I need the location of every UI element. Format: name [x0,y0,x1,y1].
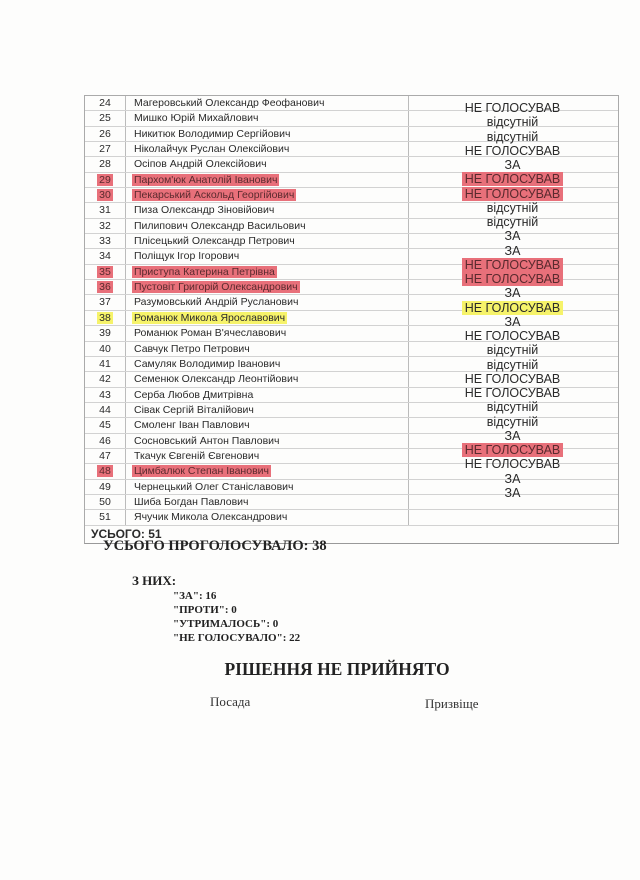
vote-result [408,244,617,258]
row-number [85,234,126,248]
deputy-name-text: Ткачук Євгеній Євгенович [134,449,260,462]
deputy-name [126,403,409,417]
row-number [85,372,126,386]
row-number-text: 35 [99,265,111,278]
deputy-name [126,234,409,248]
deputy-name [126,495,409,509]
position-label: Посада [210,694,251,709]
deputy-name [126,111,409,125]
deputy-name-text: Пархом'юк Анатолій Іванович [134,173,278,186]
row-number [85,265,126,279]
vote-result-text: ЗА [504,243,521,258]
row-number-text: 37 [99,296,111,309]
vote-result-text: відсутній [486,129,539,144]
row-number-text: 39 [99,327,111,340]
deputy-name-text: Ніколайчук Руслан Олексійович [134,143,290,156]
vote-result [408,372,617,386]
row-number [85,188,126,202]
vote-result [408,130,617,144]
vote-result [408,400,617,414]
deputy-name [126,510,409,524]
row-number-text: 41 [99,357,111,370]
deputy-name-text: Магеровський Олександр Феофанович [134,97,325,109]
vote-result-text: НЕ ГОЛОСУВАВ [464,101,561,115]
vote-result [408,272,617,286]
row-number-text: 44 [99,403,111,416]
vote-result-text: відсутній [486,414,539,429]
vote-result-text: відсутній [486,357,539,372]
row-number [85,357,126,371]
row-number-text: 48 [99,465,111,478]
total-row: УСЬОГО: 51 [91,526,162,541]
deputy-name [126,357,409,371]
row-number-text: 40 [99,342,111,355]
vote-result [408,172,617,186]
deputy-name-text: Сівак Сергій Віталійович [134,403,254,416]
row-number-text: 28 [99,158,111,171]
row-number-text: 51 [99,511,111,524]
vote-result [408,343,617,357]
vote-result [408,443,617,457]
row-number [85,403,126,417]
row-number-text: 30 [99,189,111,202]
vote-result [408,187,617,201]
deputy-name-text: Сосновський Антон Павлович [134,434,280,447]
row-number [85,388,126,402]
deputy-name [126,418,409,432]
deputy-name [126,326,409,340]
deputy-name-text: Самуляк Володимир Іванович [134,357,281,370]
row-number-text: 36 [99,281,111,294]
total-voted: УСЬОГО ПРОГОЛОСУВАЛО: 38 [103,538,327,554]
vote-result [408,201,617,215]
vote-result-text: ЗА [504,158,521,172]
deputy-name-text: Цимбалюк Степан Іванович [134,465,269,478]
vote-result [408,429,617,443]
deputy-name [126,203,409,217]
row-number-text: 46 [99,434,111,447]
vote-result [408,457,617,471]
vote-result-text: відсутній [486,343,539,358]
vote-result [408,415,617,429]
deputy-name [126,480,409,494]
row-number-text: 27 [99,143,111,156]
row-number [85,449,126,463]
row-number-text: 33 [99,235,111,248]
deputy-name-text: Серба Любов Дмитрівна [134,388,254,401]
deputy-name [126,127,409,141]
deputy-name-text: Романюк Микола Ярославович [134,311,286,324]
deputy-name-text: Пекарський Аскольд Георгійович [134,189,295,202]
vote-result-text: НЕ ГОЛОСУВАВ [464,457,561,472]
vote-result [408,315,617,329]
deputy-name-text: Мишко Юрій Михайлович [134,112,259,125]
row-number-text: 50 [99,495,111,508]
vote-result [408,115,617,129]
deputy-name-text: Ячучик Микола Олександрович [134,511,288,524]
decision-result: РІШЕННЯ НЕ ПРИЙНЯТО [224,659,450,679]
vote-result-text: ЗА [504,471,521,486]
deputy-name [126,249,409,263]
votes-against: "ПРОТИ": 0 [173,604,237,616]
deputy-name [126,142,409,156]
vote-cell [409,510,618,524]
row-number-text: 49 [99,480,111,493]
row-number [85,295,126,309]
deputy-name [126,342,409,356]
row-number-text: 45 [99,419,111,432]
row-number [85,464,126,478]
row-number [85,480,126,494]
row-number [85,434,126,448]
deputy-name [126,96,409,110]
vote-result-text: ЗА [504,428,521,443]
row-number-text: 29 [99,173,111,186]
deputy-name-text: Никитюк Володимир Сергійович [134,127,291,140]
surname-label: Призвіще [425,696,479,711]
vote-result-text: НЕ ГОЛОСУВАВ [464,329,561,343]
deputy-name [126,280,409,294]
vote-result-text: ЗА [504,229,521,244]
vote-result [408,358,617,372]
deputy-name-text: Чернецький Олег Станіславович [134,480,294,493]
vote-result [408,286,617,300]
row-number-text: 43 [99,388,111,401]
deputy-name [126,311,409,325]
vote-result-text: відсутній [486,115,539,130]
deputy-name-text: Романюк Роман В'ячеславович [134,327,287,340]
vote-column [408,101,617,500]
deputy-name [126,449,409,463]
vote-result-text: НЕ ГОЛОСУВАВ [462,443,564,457]
deputy-name-text: Семенюк Олександр Леонтійович [134,373,299,386]
row-number-text: 32 [99,219,111,232]
deputy-name [126,295,409,309]
deputy-name [126,219,409,233]
vote-result [408,472,617,486]
deputy-name-text: Пиза Олександр Зіновійович [134,204,275,217]
deputy-name-text: Плісецький Олександр Петрович [134,235,295,248]
vote-result [408,158,617,172]
table-row [85,510,618,525]
deputy-name [126,157,409,171]
row-number-text: 26 [99,127,111,140]
vote-result [408,215,617,229]
row-number [85,510,126,524]
row-number-text: 25 [99,112,111,125]
row-number [85,280,126,294]
vote-result-text: НЕ ГОЛОСУВАВ [464,143,561,158]
row-number [85,326,126,340]
row-number [85,142,126,156]
vote-result-text: НЕ ГОЛОСУВАВ [464,386,561,400]
vote-result [408,144,617,158]
deputy-name [126,173,409,187]
row-number-text: 47 [99,449,111,462]
deputy-name-text: Смоленг Іван Павлович [134,419,250,432]
row-number [85,418,126,432]
votes-abstained: "УТРИМАЛОСЬ": 0 [173,618,279,630]
row-number [85,495,126,509]
deputy-name [126,188,409,202]
row-number-text: 34 [99,250,111,263]
vote-result [408,229,617,243]
vote-result-text: відсутній [486,200,539,215]
deputy-name [126,265,409,279]
vote-result-text: ЗА [504,485,521,500]
vote-result [408,258,617,272]
vote-result-text: НЕ ГОЛОСУВАВ [464,371,561,386]
deputy-name-text: Поліщук Ігор Ігорович [134,250,240,263]
deputy-name-text: Пилипович Олександр Васильович [134,219,306,232]
vote-result-text: НЕ ГОЛОСУВАВ [462,258,564,272]
deputy-name-text: Савчук Петро Петрович [134,342,250,355]
vote-result [408,301,617,315]
vote-result-text: НЕ ГОЛОСУВАВ [462,272,564,286]
row-number-text: 38 [99,311,111,324]
row-number-text: 42 [99,373,111,386]
row-number [85,203,126,217]
deputy-name [126,372,409,386]
vote-result [408,101,617,115]
deputy-name-text: Пустовіт Григорій Олександрович [134,281,298,294]
row-number [85,342,126,356]
row-number [85,157,126,171]
row-number [85,96,126,110]
row-number [85,127,126,141]
row-number-text: 24 [99,97,111,109]
of-them-heading: З НИХ: [132,573,177,588]
row-number [85,219,126,233]
deputy-name-text: Разумовський Андрій Русланович [134,296,299,309]
votes-not-voted: "НЕ ГОЛОСУВАЛО": 22 [173,632,301,644]
row-number [85,111,126,125]
vote-result-text: відсутній [486,215,539,229]
vote-result-text: ЗА [504,314,521,329]
vote-result [408,329,617,343]
deputy-name-text: Приступа Катерина Петрівна [134,265,275,278]
vote-result [408,386,617,400]
vote-result-text: ЗА [504,286,521,301]
vote-result [408,486,617,500]
deputy-name [126,464,409,478]
deputy-name [126,434,409,448]
row-number [85,311,126,325]
vote-result-text: відсутній [486,400,539,415]
deputy-name-text: Шиба Богдан Павлович [134,495,249,508]
vote-result-text: НЕ ГОЛОСУВАВ [462,172,564,186]
deputy-name-text: Осіпов Андрій Олексійович [134,158,267,171]
row-number [85,173,126,187]
vote-result-text: НЕ ГОЛОСУВАВ [462,187,564,201]
row-number [85,249,126,263]
vote-result-text: НЕ ГОЛОСУВАВ [462,301,564,315]
votes-for: "ЗА": 16 [173,590,217,602]
row-number-text: 31 [99,204,111,217]
deputy-name [126,388,409,402]
